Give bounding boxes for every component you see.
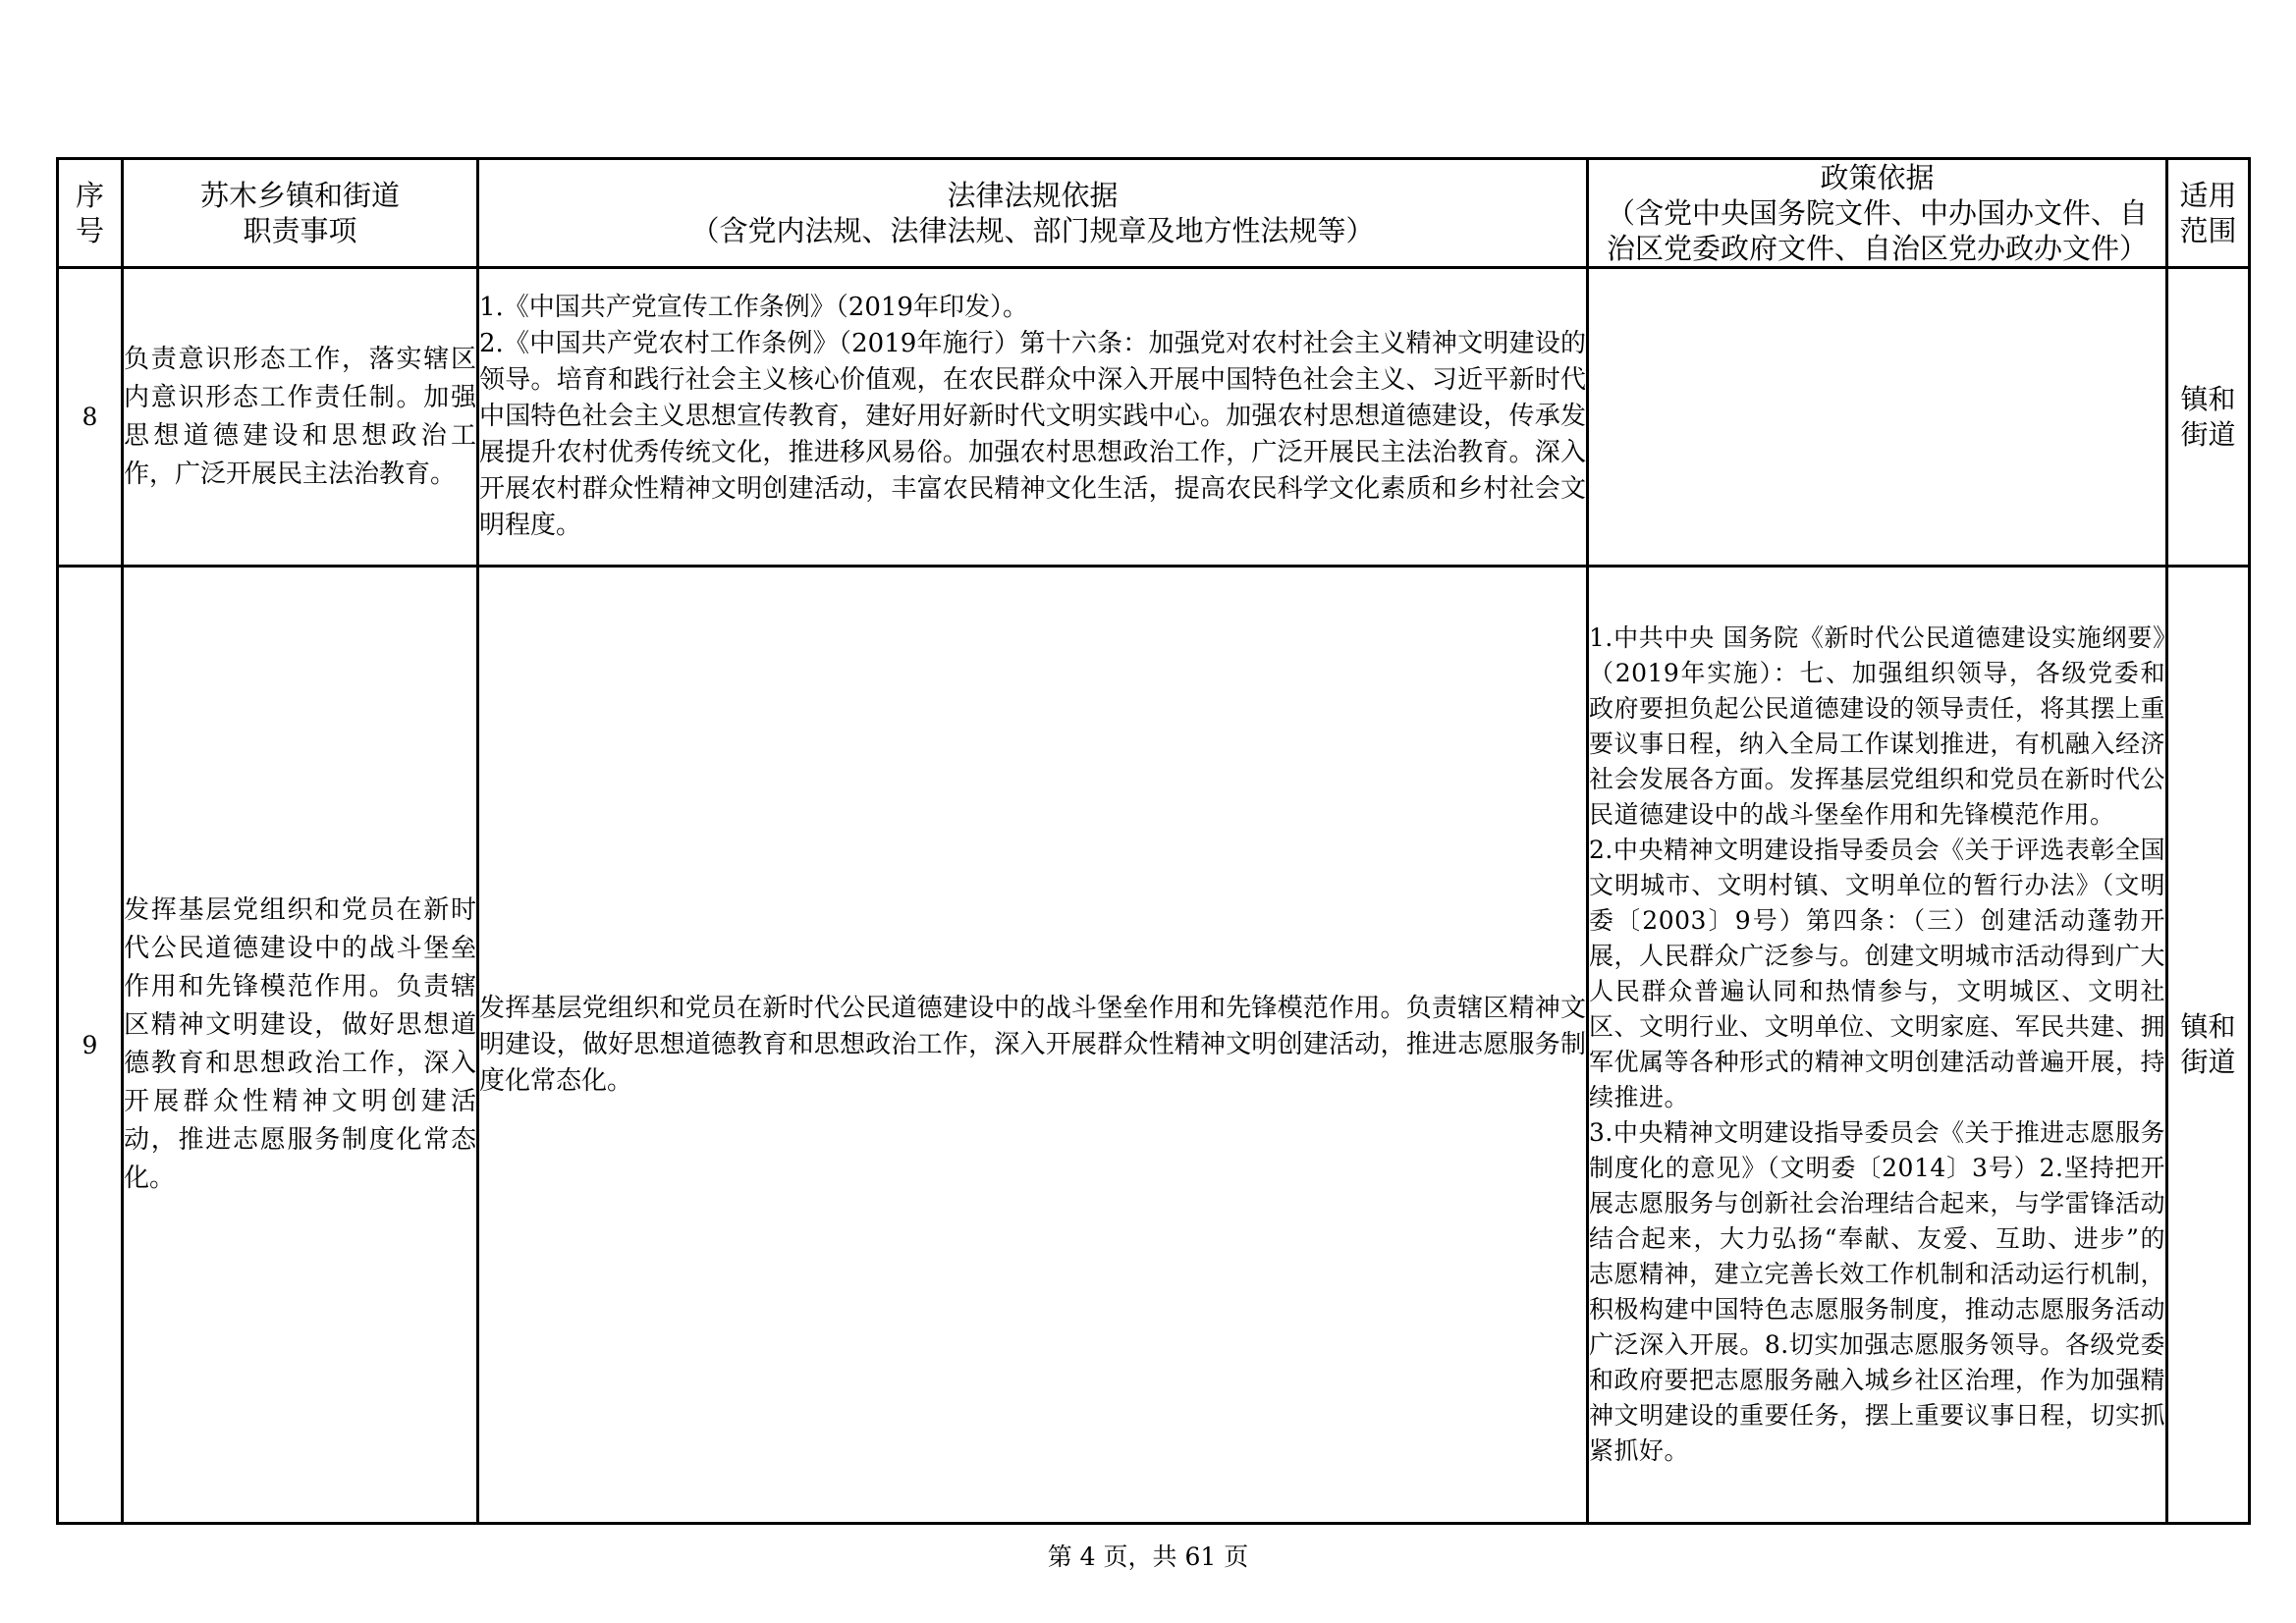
law-item: 2.《中国共产党农村工作条例》（2019年施行）第十六条：加强党对农村社会主义精神文明建设的领导。培育和践行社会主义核心价值观，在农民群众中深入开展中国特色社会主义、习近平新时代中国特色社会主义思想宣传教育，建好用好新时代文明实践中心。加强农村思想道德建设，传承发展提升农村优秀传统文化，推进移风易俗。加强农村思想政治工作，广泛开展民主法治教育。深入开展农村群众性精神文明创建活动，丰富农民精神文化生活，提高农民科学文化素质和乡村社会文明程度。: [479, 329, 1586, 540]
duty-text: 发挥基层党组织和党员在新时代公民道德建设中的战斗堡垒作用和先锋模范作用。负责辖区精神文明建设，做好思想道德教育和思想政治工作，深入开展群众性精神文明创建活动，推进志愿服务制度化常态化。: [123, 567, 478, 1524]
table-header-row: [58, 159, 2250, 268]
scope-text: 镇和街道: [2167, 567, 2250, 1524]
header-policy-line2: （含党中央国务院文件、中办国办文件、自: [1606, 196, 2148, 230]
law-item: 发挥基层党组织和党员在新时代公民道德建设中的战斗堡垒作用和先锋模范作用。负责辖区精神文明建设，做好思想道德教育和思想政治工作，深入开展群众性精神文明创建活动，推进志愿服务制度化常态化。: [479, 993, 1586, 1096]
header-policy-line1: 政策依据: [1820, 161, 1935, 194]
policy-item: 3.中央精神文明建设指导委员会《关于推进志愿服务制度化的意见》（文明委〔2014〕3号）2.坚持把开展志愿服务与创新社会治理结合起来，与学雷锋活动结合起来，大力弘扬“奉献、友爱、互助、进步”的志愿精神，建立完善长效工作机制和活动运行机制，积极构建中国特色志愿服务制度，推动志愿服务活动广泛深入开展。8.切实加强志愿服务领导。各级党委和政府要把志愿服务融入城乡社区治理，作为加强精神文明建设的重要任务，摆上重要议事日程，切实抓紧抓好。: [1589, 1118, 2165, 1465]
law-basis: [478, 567, 1588, 1524]
header-policy: [1588, 159, 2167, 268]
row-number: 9: [58, 567, 123, 1524]
policy-basis: [1588, 567, 2167, 1524]
header-duty-line1: 苏木乡镇和街道: [199, 179, 400, 212]
duty-text: 负责意识形态工作，落实辖区内意识形态工作责任制。加强思想道德建设和思想政治工作，广泛开展民主法治教育。: [123, 268, 478, 567]
header-law-line1: 法律法规依据: [947, 179, 1119, 212]
header-no: 序号: [58, 159, 123, 268]
header-scope-line1: 适用: [2179, 179, 2237, 212]
duty-table: [56, 157, 2251, 1525]
page-footer: 第 4 页，共 61 页: [1047, 1542, 1249, 1571]
row-number: 8: [58, 268, 123, 567]
header-scope-line2: 范围: [2179, 214, 2237, 247]
table-row: [58, 567, 2250, 1524]
header-policy-line3: 治区党委政府文件、自治区党办政办文件）: [1606, 232, 2148, 265]
header-law-line2: （含党内法规、法律法规、部门规章及地方性法规等）: [690, 214, 1375, 247]
header-scope: [2167, 159, 2250, 268]
header-duty: [123, 159, 478, 268]
header-duty-line2: 职责事项: [243, 214, 357, 247]
scope-text: 镇和街道: [2167, 268, 2250, 567]
law-basis: [478, 268, 1588, 567]
policy-basis: [1588, 268, 2167, 567]
policy-item: 1.中共中央 国务院《新时代公民道德建设实施纲要》（2019年实施）：七、加强组织领导，各级党委和政府要担负起公民道德建设的领导责任，将其摆上重要议事日程，纳入全局工作谋划推进，有机融入经济社会发展各方面。发挥基层党组织和党员在新时代公民道德建设中的战斗堡垒作用和先锋模范作用。: [1589, 623, 2165, 829]
policy-item: 2.中央精神文明建设指导委员会《关于评选表彰全国文明城市、文明村镇、文明单位的暂行办法》（文明委〔2003〕9号）第四条：（三）创建活动蓬勃开展，人民群众广泛参与。创建文明城市活动得到广大人民群众普遍认同和热情参与，文明城区、文明社区、文明行业、文明单位、文明家庭、军民共建、拥军优属等各种形式的精神文明创建活动普遍开展，持续推进。: [1589, 836, 2165, 1111]
table-row: [58, 268, 2250, 567]
header-law: [478, 159, 1588, 268]
law-item: 1.《中国共产党宣传工作条例》（2019年印发）。: [479, 293, 1028, 322]
